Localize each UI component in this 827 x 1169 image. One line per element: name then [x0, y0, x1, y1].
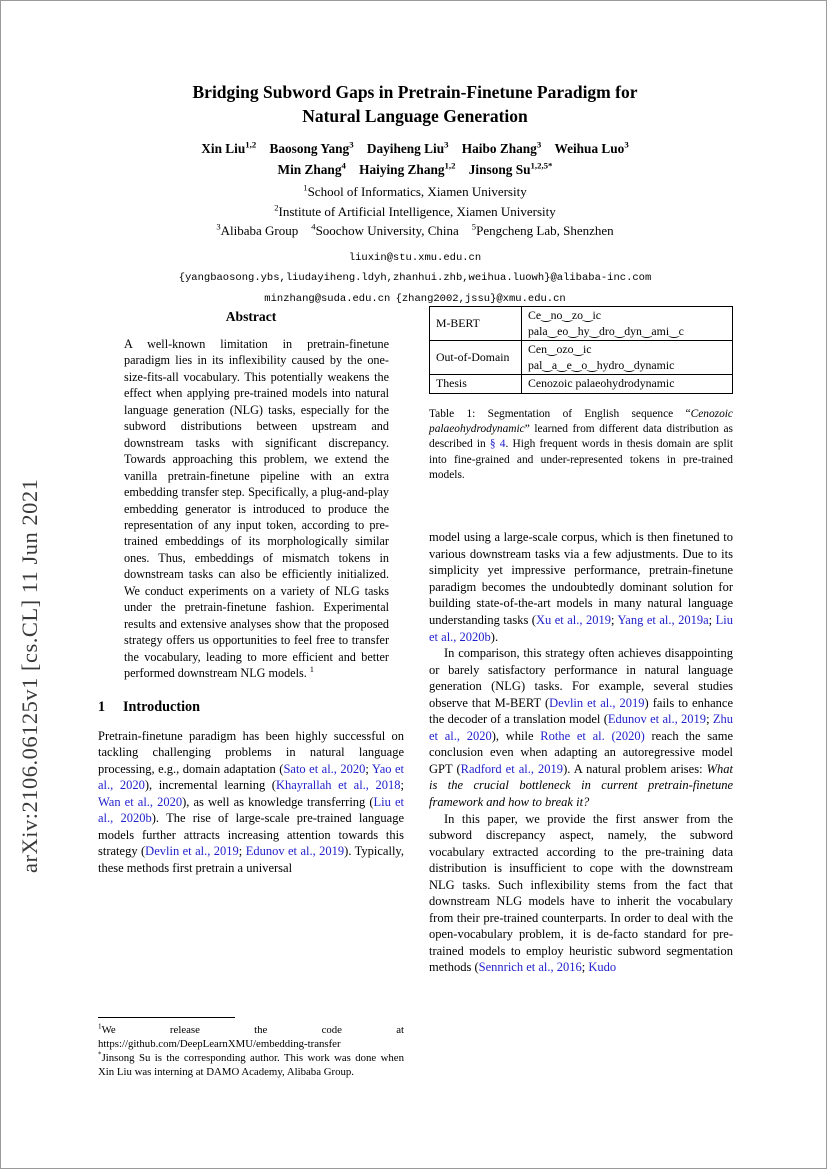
- citation-link[interactable]: Radford et al., 2019: [460, 761, 564, 776]
- segmentation-table: [429, 306, 733, 394]
- text-run: 1,2,5*: [530, 160, 553, 171]
- text-run: 3: [624, 139, 629, 150]
- text-run: 3: [444, 139, 449, 150]
- text-run: [298, 223, 311, 238]
- paper-title-line-1: Bridging Subword Gaps in Pretrain-Finetune Paradigm for: [192, 82, 638, 102]
- citation-link[interactable]: Edunov et al., 2019: [245, 844, 345, 859]
- text-run: A well-known limitation in pretrain-finetune paradigm lies in its inflexibility caused by the one-size-fits-all vocabulary. This potentially weakens the effect when applying pre-trained models into natural language generation (NLG) tasks, especially for the subword distributions between upstream and downstream tasks with significant discrepancy. Towards approaching this problem, we extend the vanilla pretrain-finetune pipeline with an extra embedding transfer step. Specifically, a plug-and-play embedding generator is introduced to produce the representation of any input token, according to pre-trained embeddings of its morphologically similar ones. Thus, embeddings of mismatch tokens in downstream tasks can also be efficiently initialized. We conduct experiments on a variety of NLG tasks under the pretrain-finetune fashion. Experimental results and extensive analyses show that the proposed strategy offers us opportunities to feel free to transfer the vocabulary, leading to more efficient and better performed downstream NLG models.: [124, 337, 389, 681]
- text-run: Jinsong Su: [468, 161, 531, 177]
- footnote-2: [98, 1052, 404, 1080]
- table-cell-value: Ce‿no‿zo‿ic pala‿eo‿hy‿dro‿dyn‿ami‿c: [522, 307, 733, 341]
- paragraph: [429, 645, 733, 810]
- citation-link[interactable]: Yao et al., 2020: [98, 761, 405, 793]
- citation-link[interactable]: Rothe et al. (2020): [540, 728, 645, 743]
- text-run: [455, 162, 468, 177]
- table-row: [430, 307, 733, 341]
- text-run: ), as well as knowledge transferring (: [182, 794, 374, 809]
- text-run: Pretrain-finetune paradigm has been highly successful on tackling challenging problems in natural language processing, e.g., domain adaptation (: [98, 728, 404, 776]
- text-run: ;: [581, 960, 589, 975]
- text-run: ), while: [491, 728, 541, 743]
- text-run: ;: [706, 712, 713, 727]
- text-run: We release the code at https://github.com/DeepLearnXMU/embedding-transfer: [98, 1024, 404, 1050]
- paragraph: [429, 529, 733, 645]
- text-run: ). The rise of large-scale pre-trained language models further attracts increasing attention towards this strategy (: [98, 811, 404, 859]
- table-cell-label: M-BERT: [430, 307, 522, 341]
- text-run: 1: [309, 665, 314, 674]
- section-ref-link[interactable]: § 4: [489, 438, 506, 451]
- text-run: In comparison, this strategy often achieves disappointing or barely satisfactory performance in natural language generation (NLG) tasks. For example, several studies observe that M-BERT (: [429, 646, 733, 710]
- citation-link[interactable]: Wan et al., 2020: [98, 794, 183, 809]
- citation-link[interactable]: Liu et al., 2020b: [429, 612, 733, 644]
- text-run: Soochow University, China: [315, 223, 459, 238]
- introduction-text: [98, 728, 404, 877]
- section-title: Introduction: [123, 698, 200, 715]
- text-run: 1: [303, 182, 308, 193]
- text-run: ).: [490, 629, 499, 644]
- citation-link[interactable]: Sennrich et al., 2016: [478, 960, 582, 975]
- text-run: 4: [341, 160, 346, 171]
- text-run: 3: [216, 221, 221, 232]
- citation-link[interactable]: Sato et al., 2020: [283, 761, 366, 776]
- text-run: [459, 223, 472, 238]
- text-run: In this paper, we provide the first answer from the subword discrepancy aspect, namely, the subword vocabulary extracted according to the pre-training data distribution is insufficient to cope with the downstream NLG tasks. Such inflexibility stems from the fact that downstream NLG models have to inherit the vocabulary from their pre-trained counterparts. In order to deal with the open-vocabulary problem, it is de-facto standard for pre-trained models to employ heuristic subword segmentation methods (: [429, 811, 733, 975]
- text-run: 1,2: [444, 160, 456, 171]
- text-run: ). Typically, these methods first pretrain a universal: [98, 844, 404, 875]
- text-run: model using a large-scale corpus, which is then finetuned to various downstream tasks via a few adjustments. Due to its simplicity yet impressive performance, pretrain-finetune paradigm becomes the undoubtedly dominant solution for building state-of-the-art models in many natural language understanding tasks (: [429, 530, 733, 627]
- text-run: Baosong Yang: [269, 141, 350, 156]
- text-run: 1: [98, 1022, 102, 1031]
- footnote-block: [98, 1017, 404, 1080]
- text-run: ). A natural problem arises:: [563, 761, 707, 776]
- paper-title-line-2: Natural Language Generation: [302, 105, 528, 126]
- text-run: Pengcheng Lab, Shenzhen: [476, 223, 614, 238]
- abstract-body: [98, 336, 404, 682]
- arxiv-watermark: arXiv:2106.06125v1 [cs.CL] 11 Jun 2021: [17, 478, 42, 873]
- text-run: ) fails to enhance the decoder of a translation model (: [429, 695, 733, 727]
- footnote-rule: [98, 1017, 235, 1018]
- citation-link[interactable]: Zhu et al., 2020: [429, 712, 733, 743]
- text-run: Dayiheng Liu: [366, 141, 445, 156]
- text-run: Cenozoic palaeohydrodynamic: [429, 407, 733, 435]
- text-run: 1,2: [245, 139, 257, 150]
- email-line-3: minzhang@suda.edu.cn {zhang2002,jssu}@xmu.edu.cn: [264, 292, 566, 305]
- paragraph: [429, 811, 733, 976]
- text-run: 2: [274, 202, 279, 213]
- abstract-heading: Abstract: [225, 309, 277, 324]
- table-cell-label: Thesis: [430, 375, 522, 394]
- affiliation-line-2: [98, 202, 732, 222]
- left-column: [98, 309, 404, 876]
- paper-title: [98, 81, 732, 128]
- text-run: Institute of Artificial Intelligence, Xiamen University: [278, 203, 556, 219]
- citation-link[interactable]: Yang et al., 2019a: [617, 612, 709, 627]
- citation-link[interactable]: Devlin et al., 2019: [549, 695, 645, 710]
- text-run: Table 1: Segmentation of English sequence “: [429, 407, 691, 420]
- table-row: [430, 375, 733, 394]
- text-run: [354, 141, 367, 156]
- section-heading: [98, 699, 404, 716]
- text-run: . High frequent words in thesis domain are split into fine-grained and under-represented tokens in pre-trained models.: [429, 438, 733, 481]
- text-run: ;: [611, 612, 618, 627]
- citation-link[interactable]: Xu et al., 2019: [535, 612, 612, 627]
- citation-link[interactable]: Edunov et al., 2019: [607, 712, 707, 727]
- affiliation-line-1: [98, 182, 732, 202]
- text-run: [346, 162, 359, 177]
- text-run: 4: [311, 221, 316, 232]
- affiliation-line-3: [98, 221, 732, 241]
- text-run: 3: [536, 139, 542, 150]
- table-cell-label: Out-of-Domain: [430, 341, 522, 375]
- citation-link[interactable]: Kudo: [588, 960, 617, 975]
- text-run: Alibaba Group: [220, 223, 299, 238]
- text-run: ), incremental learning (: [144, 778, 276, 793]
- text-run: ” learned from different data distribution as described in: [429, 422, 733, 451]
- citation-link[interactable]: Devlin et al., 2019: [145, 844, 239, 859]
- text-run: 5: [471, 221, 477, 232]
- paper-header: [98, 81, 732, 309]
- table-1-caption: [429, 407, 733, 484]
- text-run: Haiying Zhang: [359, 161, 445, 177]
- paragraph: [98, 728, 404, 877]
- text-run: [449, 141, 462, 156]
- email-block: [98, 248, 732, 310]
- text-run: ;: [365, 761, 372, 776]
- author-line-2: [98, 161, 732, 180]
- citation-link[interactable]: Khayrallah et al., 2018: [275, 778, 401, 793]
- text-run: *: [98, 1050, 102, 1059]
- table-cell-value: Cen‿ozo‿ic pal‿a‿e‿o‿hydro‿dynamic: [522, 341, 733, 375]
- text-run: Min Zhang: [277, 161, 342, 177]
- email-line-2: {yangbaosong.ybs,liudayiheng.ldyh,zhanhui.zhb,weihua.luowh}@alibaba-inc.com: [178, 272, 652, 284]
- email-line-1: liuxin@stu.xmu.edu.cn: [348, 251, 482, 264]
- text-run: School of Informatics, Xiamen University: [307, 184, 527, 199]
- text-run: [541, 141, 554, 156]
- text-run: Xin Liu: [201, 141, 246, 156]
- text-run: ;: [400, 778, 404, 793]
- author-line-1: [98, 140, 732, 159]
- table-cell-value: Cenozoic palaeohydrodynamic: [522, 375, 733, 394]
- text-run: What is the crucial bottleneck in current pretrain-finetune framework and how to break it?: [429, 761, 733, 809]
- text-run: reach the same conclusion even when adapting an autoregressive model GPT (: [429, 728, 733, 776]
- text-run: ;: [238, 844, 246, 859]
- text-run: ;: [708, 612, 716, 627]
- footnote-1: [98, 1024, 404, 1052]
- right-column: [429, 306, 733, 976]
- text-run: Haibo Zhang: [461, 141, 537, 156]
- text-run: 3: [349, 139, 354, 150]
- section-number: 1: [98, 698, 106, 715]
- citation-link[interactable]: Liu et al., 2020b: [98, 794, 405, 826]
- text-run: [256, 141, 269, 156]
- text-run: Jinsong Su is the corresponding author. This work was done when Xin Liu was interning at DAMO Academy, Alibaba Group.: [98, 1051, 404, 1078]
- table-row: [430, 341, 733, 375]
- right-column-text: [429, 529, 733, 976]
- text-run: Weihua Luo: [554, 141, 625, 156]
